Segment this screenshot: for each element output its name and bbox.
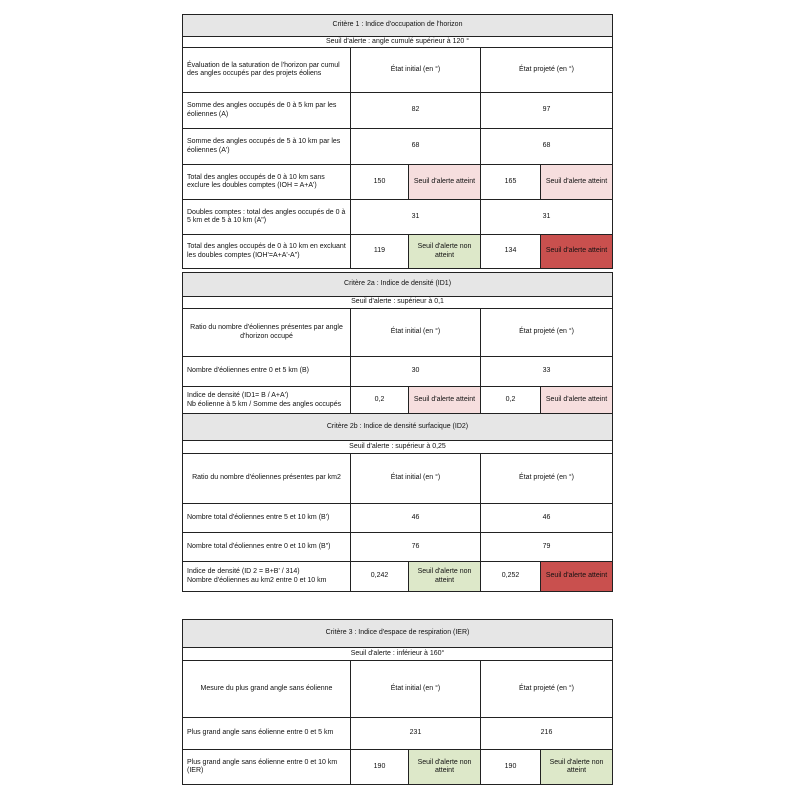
- initial-value: 46: [351, 504, 481, 533]
- initial-value: 190: [351, 750, 409, 785]
- projected-status-badge: Seuil d'alerte non atteint: [541, 750, 613, 785]
- projected-value: 33: [481, 357, 613, 387]
- projected-status-badge: Seuil d'alerte atteint: [541, 387, 613, 415]
- criterion-1-title: Critère 1 : Indice d'occupation de l'horizon: [183, 15, 613, 37]
- initial-value: 231: [351, 718, 481, 750]
- header-projected: État projeté (en °): [481, 48, 613, 93]
- projected-value: 190: [481, 750, 541, 785]
- row-label: Indice de densité (ID 2 = B+B' / 314) Nombre d'éoliennes au km2 entre 0 et 10 km: [183, 562, 351, 592]
- initial-status-badge: Seuil d'alerte non atteint: [409, 235, 481, 269]
- criterion-3-table: [182, 619, 613, 785]
- row-label: Doubles comptes : total des angles occupés de 0 à 5 km et de 5 à 10 km (A"): [183, 200, 351, 235]
- header-initial: État initial (en °): [351, 661, 481, 718]
- row-label: Somme des angles occupés de 5 à 10 km par les éoliennes (A'): [183, 129, 351, 165]
- projected-value: 31: [481, 200, 613, 235]
- header-initial: État initial (en °): [351, 48, 481, 93]
- header-projected: État projeté (en °): [481, 454, 613, 504]
- projected-value: 0,252: [481, 562, 541, 592]
- header-initial: État initial (en °): [351, 309, 481, 357]
- initial-value: 150: [351, 165, 409, 200]
- row-label: Plus grand angle sans éolienne entre 0 et 10 km (IER): [183, 750, 351, 785]
- initial-status-badge: Seuil d'alerte atteint: [409, 165, 481, 200]
- projected-value: 165: [481, 165, 541, 200]
- initial-value: 31: [351, 200, 481, 235]
- criterion-1-threshold: Seuil d'alerte : angle cumulé supérieur à 120 °: [183, 37, 613, 48]
- initial-value: 0,242: [351, 562, 409, 592]
- projected-status-badge: Seuil d'alerte atteint: [541, 562, 613, 592]
- criterion-3-description: Mesure du plus grand angle sans éolienne: [183, 661, 351, 718]
- row-label: Indice de densité (ID1= B / A+A') Nb éolienne à 5 km / Somme des angles occupés: [183, 387, 351, 415]
- initial-value: 68: [351, 129, 481, 165]
- criterion-2b-table: [182, 413, 613, 592]
- row-label: Total des angles occupés de 0 à 10 km en excluant les doubles comptes (IOH'=A+A'-A"): [183, 235, 351, 269]
- projected-value: 46: [481, 504, 613, 533]
- row-label: Total des angles occupés de 0 à 10 km sans exclure les doubles comptes (IOH = A+A'): [183, 165, 351, 200]
- initial-value: 30: [351, 357, 481, 387]
- criterion-2a-title: Critère 2a : Indice de densité (ID1): [183, 273, 613, 297]
- initial-status-badge: Seuil d'alerte non atteint: [409, 750, 481, 785]
- criterion-1-table: [182, 14, 613, 269]
- criterion-2b-threshold: Seuil d'alerte : supérieur à 0,25: [183, 441, 613, 454]
- initial-status-badge: Seuil d'alerte non atteint: [409, 562, 481, 592]
- criterion-2a-table: [182, 272, 613, 415]
- projected-status-badge: Seuil d'alerte atteint: [541, 165, 613, 200]
- row-label: Somme des angles occupés de 0 à 5 km par les éoliennes (A): [183, 93, 351, 129]
- initial-value: 76: [351, 533, 481, 562]
- initial-value: 0,2: [351, 387, 409, 415]
- projected-status-badge: Seuil d'alerte atteint: [541, 235, 613, 269]
- row-label: Nombre d'éoliennes entre 0 et 5 km (B): [183, 357, 351, 387]
- row-label: Plus grand angle sans éolienne entre 0 et 5 km: [183, 718, 351, 750]
- criterion-2a-description: Ratio du nombre d'éoliennes présentes par angle d'horizon occupé: [183, 309, 351, 357]
- criterion-2a-threshold: Seuil d'alerte : supérieur à 0,1: [183, 297, 613, 309]
- row-label: Nombre total d'éoliennes entre 0 et 10 km (B"): [183, 533, 351, 562]
- criterion-2b-description: Ratio du nombre d'éoliennes présentes par km2: [183, 454, 351, 504]
- criterion-3-threshold: Seuil d'alerte : inférieur à 160°: [183, 648, 613, 661]
- projected-value: 134: [481, 235, 541, 269]
- initial-status-badge: Seuil d'alerte atteint: [409, 387, 481, 415]
- projected-value: 216: [481, 718, 613, 750]
- header-projected: État projeté (en °): [481, 661, 613, 718]
- projected-value: 68: [481, 129, 613, 165]
- header-projected: État projeté (en °): [481, 309, 613, 357]
- initial-value: 119: [351, 235, 409, 269]
- projected-value: 0,2: [481, 387, 541, 415]
- criterion-2b-title: Critère 2b : Indice de densité surfacique (ID2): [183, 414, 613, 441]
- initial-value: 82: [351, 93, 481, 129]
- header-initial: État initial (en °): [351, 454, 481, 504]
- projected-value: 79: [481, 533, 613, 562]
- projected-value: 97: [481, 93, 613, 129]
- criterion-1-description: Évaluation de la saturation de l'horizon par cumul des angles occupés par des projets éoliens: [183, 48, 351, 93]
- row-label: Nombre total d'éoliennes entre 5 et 10 km (B'): [183, 504, 351, 533]
- criterion-3-title: Critère 3 : Indice d'espace de respiration (IER): [183, 620, 613, 648]
